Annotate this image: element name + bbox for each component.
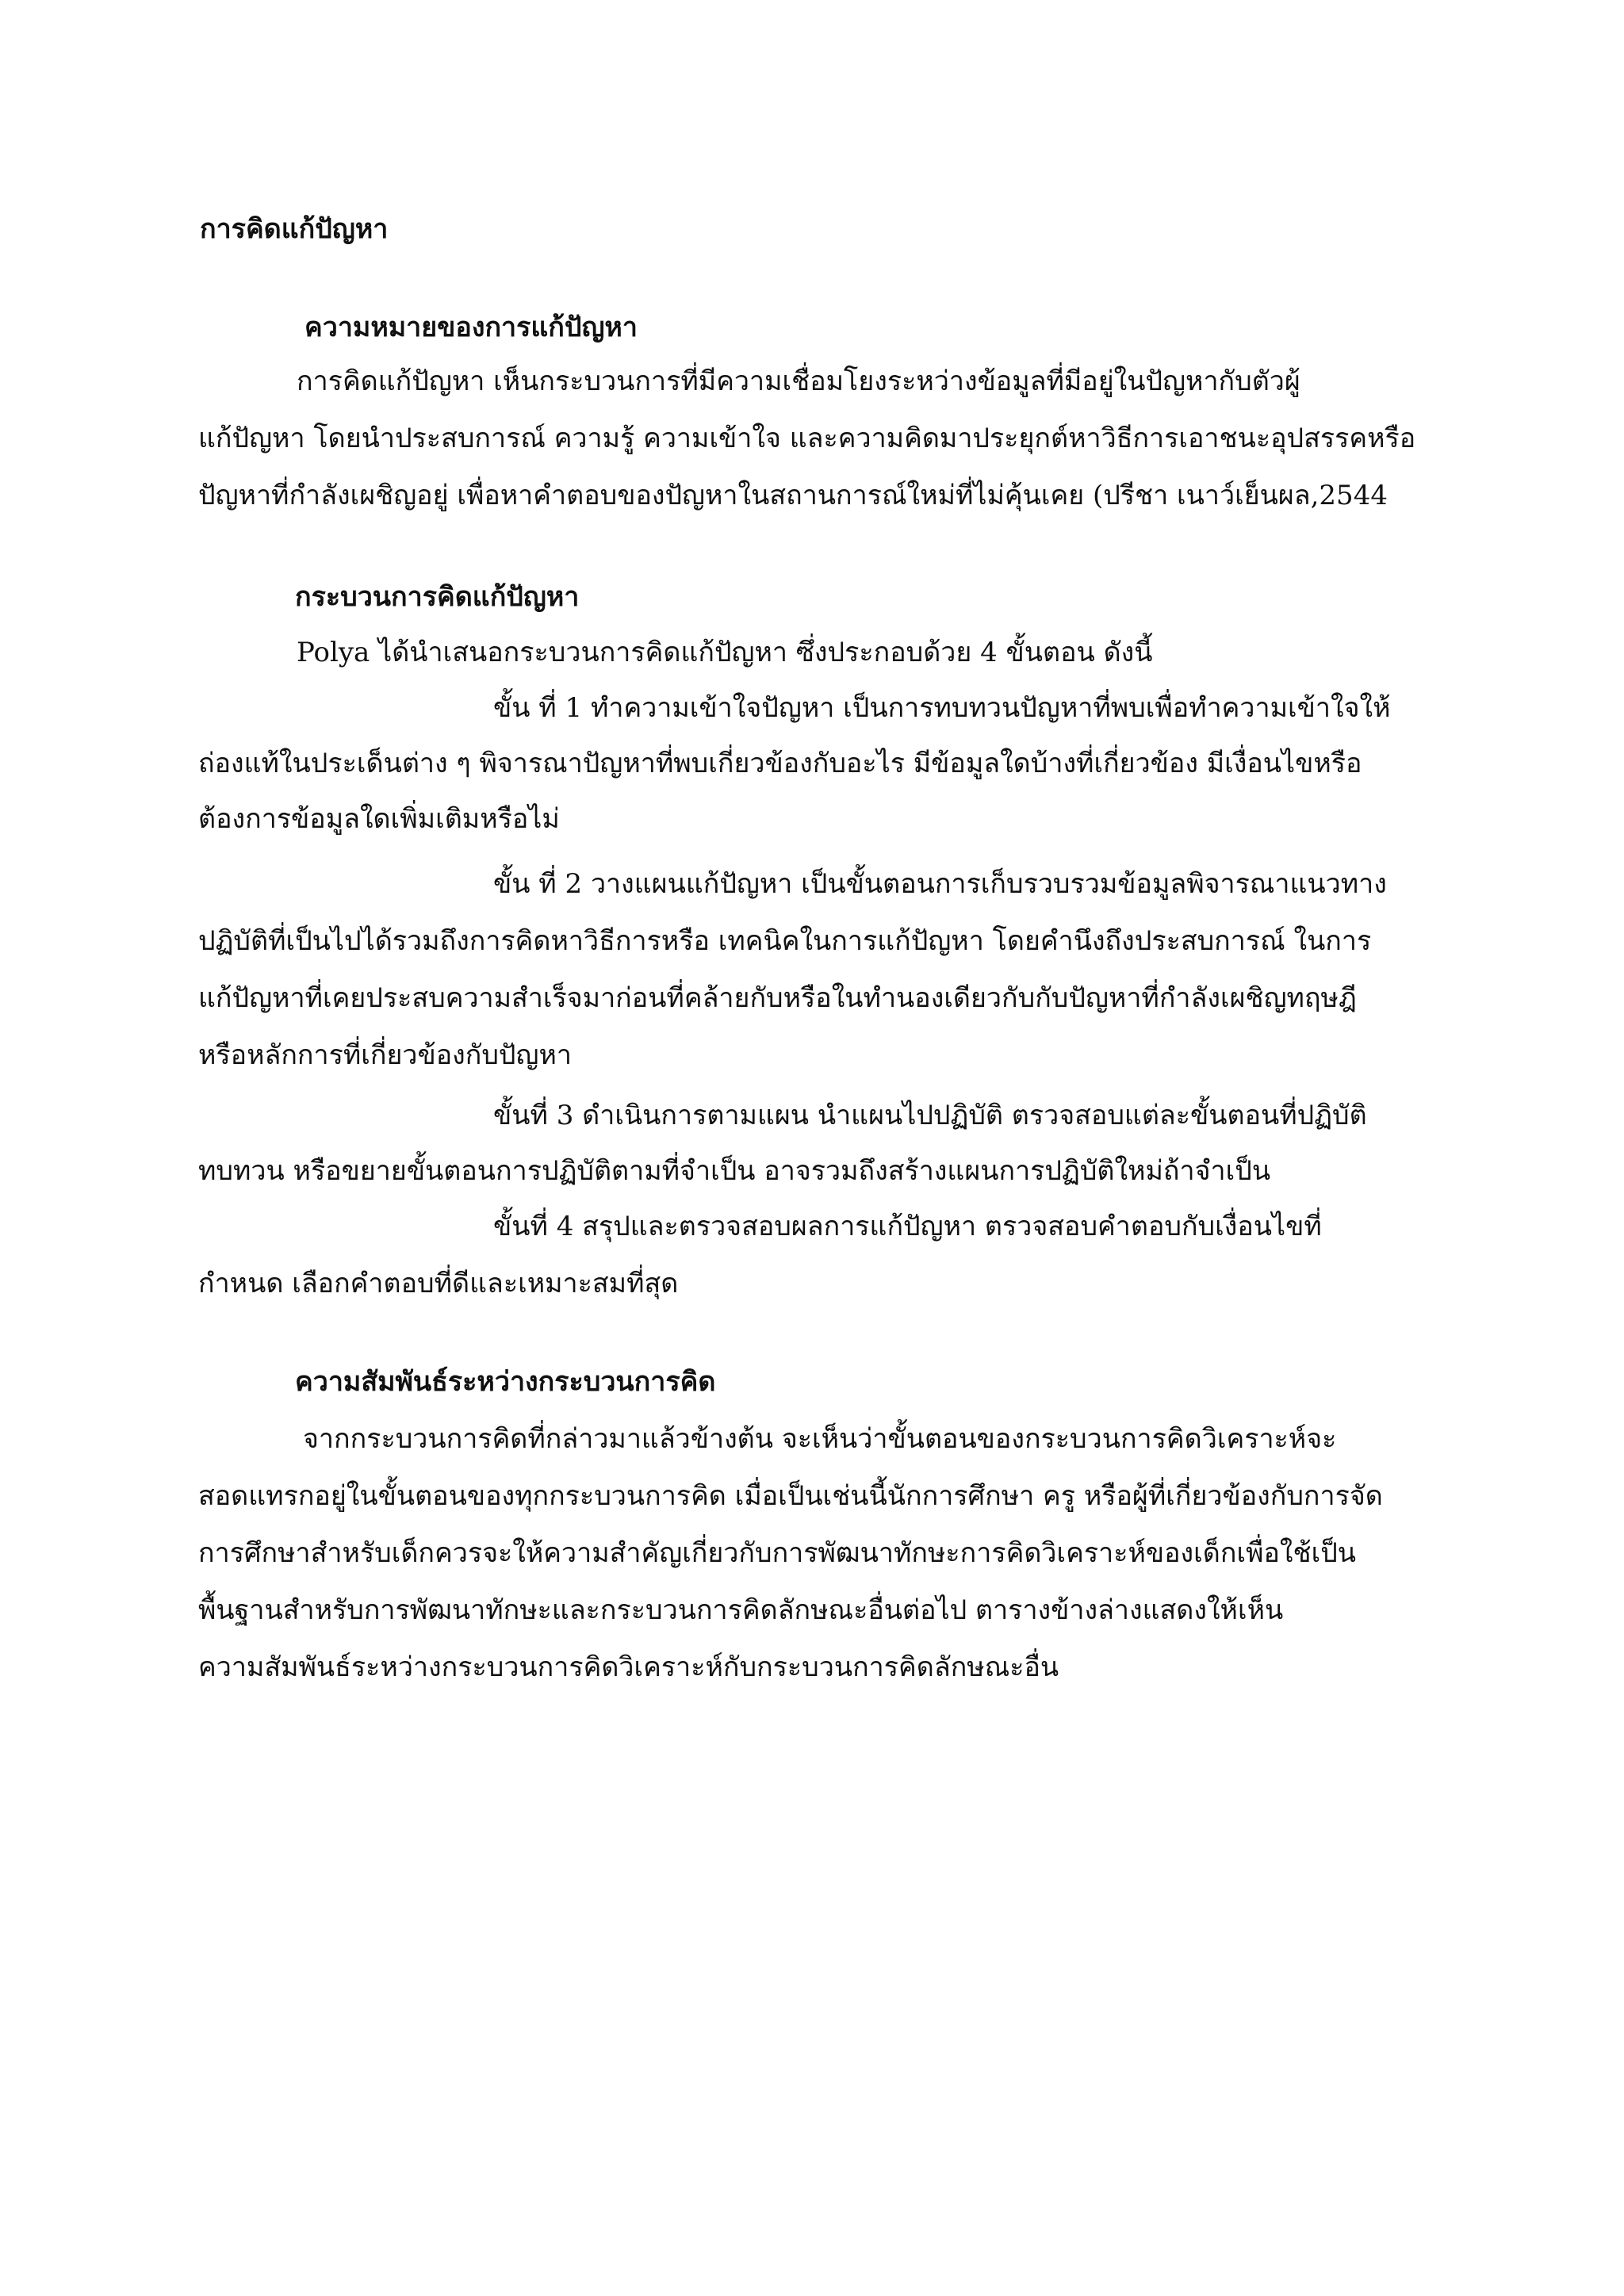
section-heading-relationship: ความสัมพันธ์ระหว่างกระบวนการคิด [295,1366,716,1398]
paragraph-line: Polya ได้นำเสนอกระบวนการคิดแก้ปัญหา ซึ่งประกอบด้วย 4 ขั้นตอน ดังนี้ [297,637,1153,668]
paragraph-line: ปฏิบัติที่เป็นไปได้รวมถึงการคิดหาวิธีการหรือ เทคนิคในการแก้ปัญหา โดยคำนึงถึงประสบการณ์ ในการ [198,925,1372,957]
document-title: การคิดแก้ปัญหา [200,213,389,245]
step-2-line: ขั้น ที่ 2 วางแผนแก้ปัญหา เป็นขั้นตอนการเก็บรวบรวมข้อมูลพิจารณาแนวทาง [493,868,1387,900]
paragraph-line: สอดแทรกอยู่ในขั้นตอนของทุกกระบวนการคิด เมื่อเป็นเช่นนี้นักการศึกษา ครู หรือผู้ที่เกี่ยวข้องกับการจัด [198,1480,1383,1512]
paragraph-line: แก้ปัญหาที่เคยประสบความสำเร็จมาก่อนที่คล้ายกับหรือในทำนองเดียวกับกับปัญหาที่กำลังเผชิญทฤษฎี [198,982,1357,1014]
paragraph-line: ต้องการข้อมูลใดเพิ่มเติมหรือไม่ [198,803,560,835]
step-1-line: ขั้น ที่ 1 ทำความเข้าใจปัญหา เป็นการทบทวนปัญหาที่พบเพื่อทำความเข้าใจให้ [493,692,1391,724]
paragraph-line: ความสัมพันธ์ระหว่างกระบวนการคิดวิเคราะห์กับกระบวนการคิดลักษณะอื่น [198,1651,1059,1683]
paragraph-line: ทบทวน หรือขยายขั้นตอนการปฏิบัติตามที่จำเป็น อาจรวมถึงสร้างแผนการปฏิบัติใหม่ถ้าจำเป็น [198,1155,1271,1187]
section-heading-process: กระบวนการคิดแก้ปัญหา [295,581,580,613]
paragraph-line: ปัญหาที่กำลังเผชิญอยู่ เพื่อหาคำตอบของปัญหาในสถานการณ์ใหม่ที่ไม่คุ้นเคย (ปรีชา เนาว์เย็นผล,2544 [198,480,1388,511]
paragraph-line: แก้ปัญหา โดยนำประสบการณ์ ความรู้ ความเข้าใจ และความคิดมาประยุกต์หาวิธีการเอาชนะอุปสรรคหรือ [198,423,1416,454]
paragraph-line: พื้นฐานสำหรับการพัฒนาทักษะและกระบวนการคิดลักษณะอื่นต่อไป ตารางข้างล่างแสดงให้เห็น [198,1594,1284,1626]
paragraph-line: ถ่องแท้ในประเด็นต่าง ๆ พิจารณาปัญหาที่พบเกี่ยวข้องกับอะไร มีข้อมูลใดบ้างที่เกี่ยวข้อง มีเงื่อนไขหรือ [198,748,1362,779]
paragraph-line: การศึกษาสำหรับเด็กควรจะให้ความสำคัญเกี่ยวกับการพัฒนาทักษะการคิดวิเคราะห์ของเด็กเพื่อใช้เป็น [198,1537,1357,1569]
paragraph-line: การคิดแก้ปัญหา เห็นกระบวนการที่มีความเชื่อมโยงระหว่างข้อมูลที่มีอยู่ในปัญหากับตัวผู้ [297,365,1300,397]
paragraph-line: หรือหลักการที่เกี่ยวข้องกับปัญหา [198,1039,572,1071]
paragraph-line: กำหนด เลือกคำตอบที่ดีและเหมาะสมที่สุด [198,1268,679,1299]
section-heading-meaning: ความหมายของการแก้ปัญหา [304,312,638,343]
paragraph-line: จากกระบวนการคิดที่กล่าวมาแล้วข้างต้น จะเห็นว่าขั้นตอนของกระบวนการคิดวิเคราะห์จะ [303,1423,1337,1455]
step-4-line: ขั้นที่ 4 สรุปและตรวจสอบผลการแก้ปัญหา ตรวจสอบคำตอบกับเงื่อนไขที่ [493,1211,1322,1242]
step-3-line: ขั้นที่ 3 ดำเนินการตามแผน นำแผนไปปฏิบัติ ตรวจสอบแต่ละขั้นตอนที่ปฏิบัติ [493,1100,1367,1131]
